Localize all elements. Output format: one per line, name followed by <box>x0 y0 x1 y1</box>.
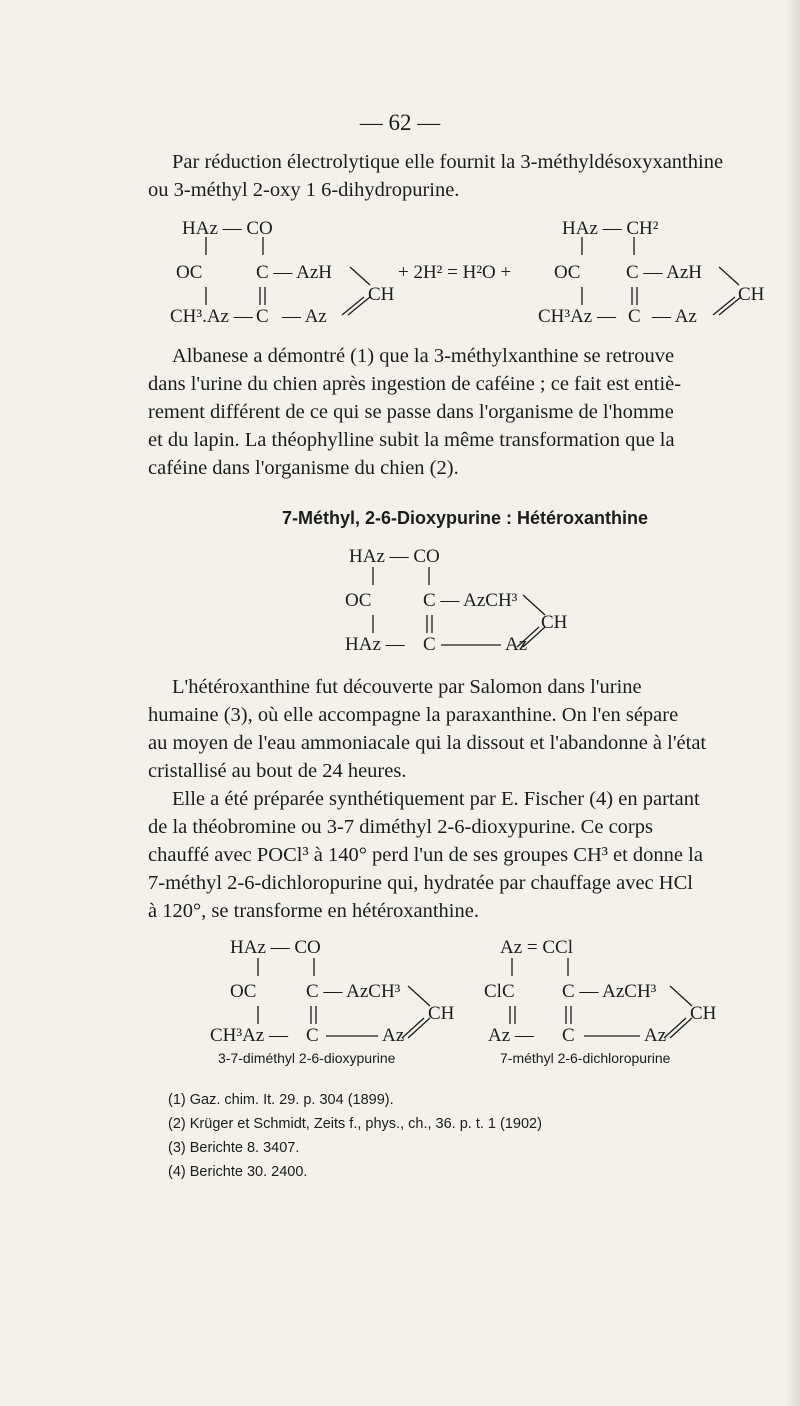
formula-text: HAz — CO <box>182 218 273 239</box>
formula-text: C — AzH <box>626 262 702 283</box>
formula-text: CH³.Az — <box>170 306 253 327</box>
formula-text: CH³Az — <box>538 306 616 327</box>
formula-text: Az — <box>488 1025 534 1046</box>
footnote-4: (4) Berichte 30. 2400. <box>168 1164 308 1180</box>
formula-text: — Az <box>652 306 697 327</box>
paragraph-line: L'hétéroxanthine fut découverte par Salomon dans l'urine <box>172 676 642 698</box>
formula-text: CH <box>690 1003 717 1024</box>
paragraph-line: ou 3-méthyl 2-oxy 1 6-dihydropurine. <box>148 179 460 201</box>
paragraph-line: cristallisé au bout de 24 heures. <box>148 760 407 782</box>
paragraph-line: de la théobromine ou 3-7 diméthyl 2-6-dioxypurine. Ce corps <box>148 816 653 838</box>
paragraph-fischer <box>148 785 784 925</box>
formula-text: C — AzCH³ <box>423 590 518 611</box>
paragraph-line: humaine (3), où elle accompagne la paraxanthine. On l'en sépare <box>148 704 679 726</box>
footnote-3: (3) Berichte 8. 3407. <box>168 1140 300 1156</box>
formula-theobromine <box>210 936 480 1048</box>
paragraph-line: à 120°, se transforme en hétéroxanthine. <box>148 900 479 922</box>
paragraph-line: Par réduction électrolytique elle fournit la 3-méthyldésoxyxanthine <box>172 151 724 173</box>
formula-text: HAz — <box>345 634 405 655</box>
paragraph-line: Elle a été préparée synthétiquement par E. Fischer (4) en partant <box>172 788 700 810</box>
formula-text: C — AzH <box>256 262 332 283</box>
caption-dioxypurine: 3-7-diméthyl 2-6-dioxypurine <box>218 1050 396 1066</box>
section-heading: 7-Méthyl, 2-6-Dioxypurine : Hétéroxanthine <box>281 508 649 528</box>
footnote-2: (2) Krüger et Schmidt, Zeits f., phys., ch., 36. p. t. 1 (1902) <box>168 1116 542 1132</box>
formula-text: C <box>256 306 269 327</box>
paragraph-line: rement différent de ce qui se passe dans l'organisme de l'homme <box>148 401 674 423</box>
equation-reduction <box>170 215 790 325</box>
formula-text: Az <box>382 1025 405 1046</box>
paragraph-line: dans l'urine du chien après ingestion de caféine ; ce fait est entiè- <box>148 373 682 395</box>
formula-text: Az <box>505 634 528 655</box>
formula-text: CH <box>738 284 765 305</box>
formula-text: OC <box>345 590 372 611</box>
formula-text: HAz — CH² <box>562 218 659 239</box>
formula-3-methylxanthine <box>170 215 410 325</box>
footnote-1: (1) Gaz. chim. It. 29. p. 304 (1899). <box>168 1092 394 1108</box>
formula-text: OC <box>176 262 203 283</box>
formula-text: OC <box>554 262 581 283</box>
paragraph-line: caféine dans l'organisme du chien (2). <box>148 457 459 479</box>
formula-text: C — AzCH³ <box>562 981 657 1002</box>
formula-text: Az = CCl <box>500 937 573 958</box>
formula-text: HAz — CO <box>349 546 440 567</box>
formula-text: CH³Az — <box>210 1025 288 1046</box>
formula-text: C <box>306 1025 319 1046</box>
formula-text: C <box>562 1025 575 1046</box>
page-number: — 62 — <box>359 110 441 135</box>
formula-text: OC <box>230 981 257 1002</box>
formula-text: CH <box>368 284 395 305</box>
page-binding-shadow <box>784 0 800 1406</box>
paragraph-line: 7-méthyl 2-6-dichloropurine qui, hydratée par chauffage avec HCl <box>148 872 693 894</box>
formula-text: C <box>628 306 641 327</box>
paragraph-line: Albanese a démontré (1) que la 3-méthylxanthine se retrouve <box>172 345 675 367</box>
paragraph-albanese <box>148 342 784 482</box>
paragraph-reduction <box>148 148 784 204</box>
formula-text: CH <box>541 612 568 633</box>
paragraph-line: et du lapin. La théophylline subit la même transformation que la <box>148 429 675 451</box>
formula-text: HAz — CO <box>230 937 321 958</box>
formula-dichloropurine <box>484 936 734 1048</box>
caption-dichloropurine: 7-méthyl 2-6-dichloropurine <box>500 1050 671 1066</box>
formula-heteroxanthine <box>345 545 605 657</box>
formula-text: CH <box>428 1003 455 1024</box>
formula-text: — Az <box>282 306 327 327</box>
formula-3-methyldesoxyxanthine <box>538 215 790 327</box>
formula-text: Az <box>644 1025 667 1046</box>
paragraph-salomon <box>148 673 784 785</box>
equation-operator: + 2H² = H²O + <box>398 262 512 283</box>
formula-text: C — AzCH³ <box>306 981 401 1002</box>
formula-text: C <box>423 634 436 655</box>
paragraph-line: au moyen de l'eau ammoniacale qui la dissout et l'abandonne à l'état <box>148 732 707 754</box>
formula-text: ClC <box>484 981 515 1002</box>
paragraph-line: chauffé avec POCl³ à 140° perd l'un de ses groupes CH³ et donne la <box>148 844 703 866</box>
